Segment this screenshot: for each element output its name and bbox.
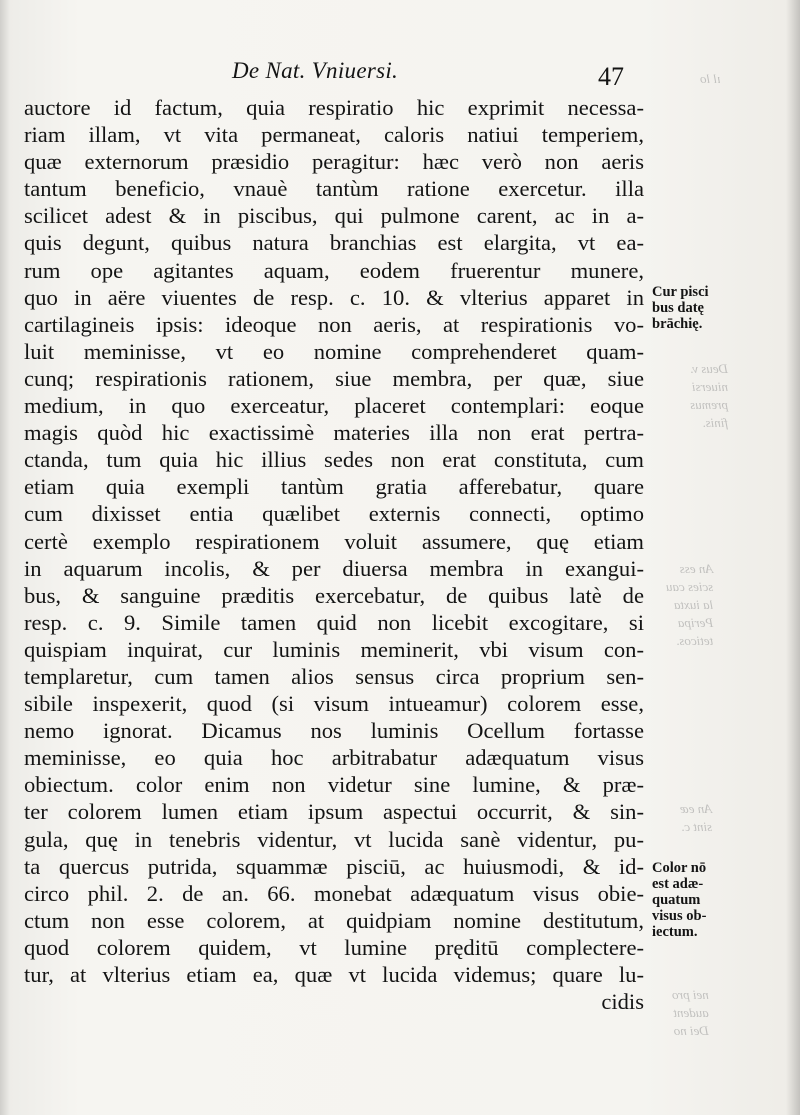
text-line: ta quercus putrida, squammæ pisciū, ac huiusmodi, & id- [24,853,644,879]
text-line: rum ope agitantes aquam, eodem fruerentur munere, [24,257,644,283]
text-line: etiam quia exempli tantùm gratia afferebatur, quare [24,474,644,500]
text-line: cidis [601,989,644,1015]
show-through-text: Deus v. niuersi premus finis. [690,361,729,430]
text-line: gula, quę in tenebris videntur, vt lucida sanè videntur, pu- [24,826,644,852]
text-line: tantum beneficio, vnauè tantùm ratione exercetur. illa [24,176,644,202]
text-line: magis quòd hic exactissimè materies illa non erat pertra- [24,420,644,446]
text-line: quispiam inquirat, cur luminis meminerit, vbi visum con- [24,636,644,662]
text-line: nemo ignorat. Dicamus nos luminis Ocellum fortasse [24,718,644,744]
text-line: quo in aëre viuentes de resp. c. 10. & vlterius apparet in [24,284,644,310]
page-shadow-left [0,0,10,1115]
text-line: ter colorem lumen etiam ipsum aspectui occurrit, & sin- [24,799,644,825]
text-line: scilicet adest & in piscibus, qui pulmone carent, ac in a- [24,203,644,229]
marginal-note-line: quatum [652,892,701,908]
running-title: De Nat. Vniuersi. [232,58,399,83]
text-line: quæ externorum præsidio peragitur: hæc verò non aeris [24,149,644,175]
text-line: ctum non esse colorem, at quidpiam nomine destitutum, [24,907,644,933]
text-line: sibile inspexerit, quod (si visum intueamur) colorem esse, [24,691,644,717]
marginal-note-line: bus datę [652,300,704,316]
text-line: tur, at vlterius etiam ea, quæ vt lucida videmus; quare lu- [24,962,644,987]
marginal-note-line: est adæ- [652,876,704,892]
text-line: bus, & sanguine præditis exercebatur, de quibus latè de [24,582,644,608]
show-through-text: ıl lo [700,71,721,86]
marginal-note-line: Cur pisci [652,284,709,300]
text-line: auctore id factum, quia respiratio hic exprimit necessa- [24,95,644,120]
text-line: ctanda, tum quia hic illius sedes non erat constituta, cum [24,447,644,473]
text-line: certè exemplo respirationem voluit assumere, quę etiam [24,528,644,554]
show-through-text: An ess scies cau la iuxta Peripa teticos. [666,561,714,648]
text-line: meminisse, eo quia hoc arbitrabatur adæquatum visus [24,745,644,771]
marginal-note-line: brāchię. [652,316,703,332]
text-line: riam illam, vt vita permaneat, caloris natiui temperiem, [24,122,644,148]
page-shadow-right [786,0,800,1115]
marginal-note [652,284,734,332]
marginal-note-line: iectum. [652,924,698,940]
text-line: in aquarum incolis, & per diuersa membra in exangui- [24,555,644,581]
text-line: quis degunt, quibus natura branchias est elargita, vt ea- [24,230,644,256]
text-line: cartilagineis ipsis: ideoque non aeris, at respirationis vo- [24,311,644,337]
text-line: obiectum. color enim non videtur sine lumine, & præ- [24,772,644,798]
text-line: cunq; respirationis rationem, siue membra, per quæ, siue [24,365,644,391]
show-through-text: nei pro audent Dei no [672,987,709,1038]
text-line: luit meminisse, vt eo nomine comprehenderet quam- [24,338,644,364]
text-line: templaretur, cum tamen alios sensus circa proprium sen- [24,663,644,689]
text-line: resp. c. 9. Simile tamen quid non licebit excogitare, si [24,609,644,635]
text-line: medium, in quo exerceatur, placeret contemplari: eoque [24,393,644,419]
text-line: quod colorem quidem, vt lumine pręditū complectere- [24,934,644,960]
marginal-note [652,860,734,940]
marginal-note-line: Color nō [652,860,707,876]
show-through-text: An eæ sint c. [680,801,713,834]
text-line: circo phil. 2. de an. 66. monebat adæquatum visus obie- [24,880,644,906]
page-number: 47 [598,62,624,91]
marginal-note-line: visus ob- [652,908,707,924]
body-text [24,94,644,1015]
text-line: cum dixisset entia quælibet externis connecti, optimo [24,501,644,527]
